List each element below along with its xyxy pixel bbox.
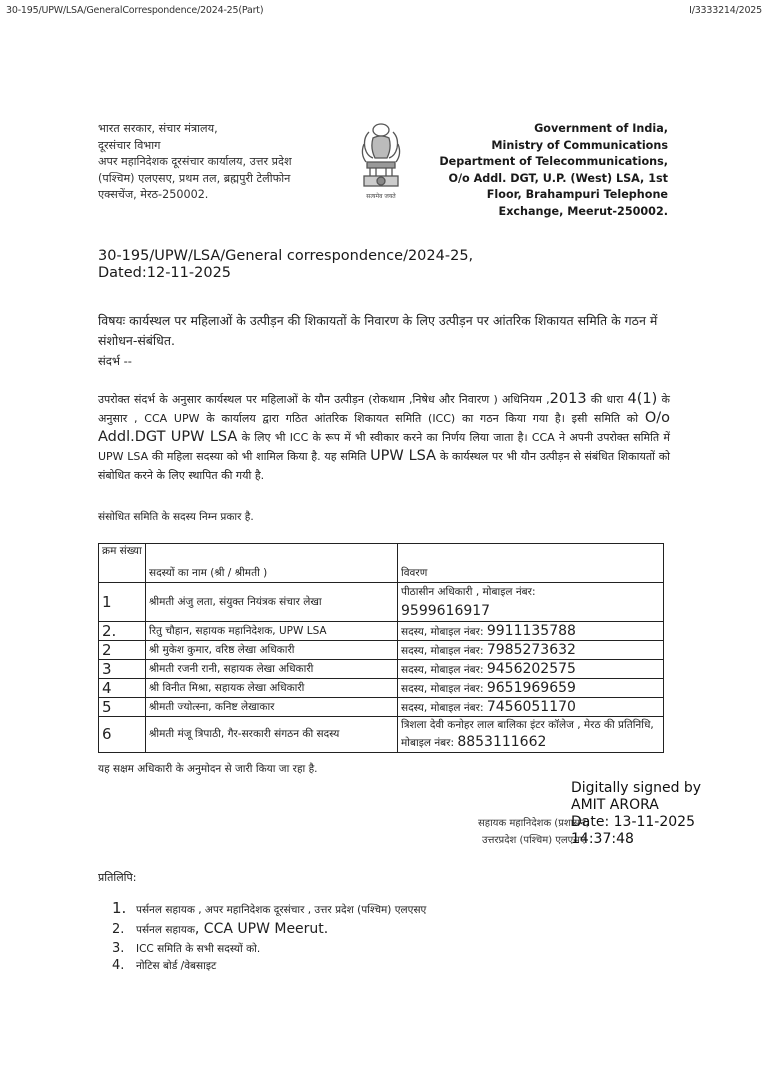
table-row [99, 622, 664, 641]
english-letterhead-line: Exchange, Meerut-250002. [498, 204, 668, 218]
letter-reference [98, 248, 473, 282]
member-role: त्रिशला देवी कनोहर लाल बालिका इंटर कॉलेज , मेरठ की प्रतिनिधि, मोबाइल नंबर: [401, 719, 654, 749]
copy-to-text: नोटिस बोर्ड /वेबसाइट [136, 960, 217, 972]
copy-to-number: 1. [112, 899, 127, 917]
approval-note: यह सक्षम अधिकारी के अनुमोदन से जारी किया जा रहा है. [98, 763, 318, 775]
hindi-letterhead-line: एक्सचेंज, मेरठ-250002. [98, 188, 209, 201]
subject-text: विषयः कार्यस्थल पर महिलाओं के उत्पीड़न की शिकायतों के निवारण के लिए उत्पीड़न पर आंतरिक शिकायत समिति के गठन में संशोधन-संबंधित. [98, 313, 658, 348]
copy-to-text-extra: , CCA UPW Meerut. [194, 921, 329, 937]
copy-to-text: पर्सनल सहायक [136, 924, 195, 936]
digital-signature-time: 14:37:48 [571, 831, 634, 847]
copy-to-text: पर्सनल सहायक , अपर महानिदेशक दूरसंचार , उत्तर प्रदेश (पश्चिम) एलएसए [136, 904, 427, 916]
emblem-motto: सत्यमेव जयते [366, 193, 396, 200]
table-row [99, 698, 664, 717]
cell-serial: 6 [99, 717, 146, 753]
hindi-letterhead [98, 121, 292, 204]
body-text: के कार्यस्थल पर भी यौन उत्पीड़न से संबंधित शिकायतों को संबोधित करने के लिए स्थापित की गयी है. [98, 450, 670, 482]
member-mobile: 7456051170 [486, 699, 576, 715]
national-emblem-icon [350, 118, 412, 202]
english-letterhead-line: O/o Addl. DGT, U.P. (West) LSA, 1st [448, 171, 668, 185]
cell-member-name: श्रीमती रजनी रानी, सहायक लेखा अधिकारी [146, 660, 398, 679]
table-row [99, 717, 664, 753]
copy-to-item [112, 940, 426, 957]
cell-serial: 5 [99, 698, 146, 717]
cell-details [398, 583, 664, 622]
english-letterhead-line: Floor, Brahampuri Telephone [486, 188, 668, 201]
member-mobile: 9651969659 [486, 680, 576, 696]
table-row [99, 679, 664, 698]
signatory-designation: सहायक महानिदेशक (प्रशासन) [478, 818, 590, 829]
table-row [99, 660, 664, 679]
english-letterhead-line: Government of India, [534, 122, 668, 135]
copy-to-list [112, 900, 426, 974]
member-role: पीठासीन अधिकारी , मोबाइल नंबर: [401, 586, 536, 598]
reference-date: Dated:12-11-2025 [98, 265, 232, 281]
member-role: सदस्य, मोबाइल नंबर: [401, 683, 487, 695]
member-mobile: 9456202575 [486, 661, 576, 677]
member-mobile: 9599616917 [401, 603, 491, 619]
cell-details [398, 679, 664, 698]
act-section: 4(1) [627, 391, 658, 407]
hindi-letterhead-line: (पश्चिम) एलएसए, प्रथम तल, ब्रह्मपुरी टेलीफोन [98, 171, 291, 185]
committee-members-table [98, 543, 664, 753]
header-details: विवरण [398, 544, 664, 583]
member-mobile: 7985273632 [486, 642, 576, 658]
english-letterhead-line: Department of Telecommunications, [439, 155, 668, 168]
header-member-name: सदस्यों का नाम (श्री / श्रीमती ) [146, 544, 398, 583]
body-text: उपरोक्त संदर्भ के अनुसार कार्यस्थल पर महिलाओं के यौन उत्पीड़न (रोकथाम ,निषेध और निवारण ) अधिनियम , [98, 393, 550, 406]
copy-to-item [112, 900, 426, 921]
digital-signature-stamp [571, 780, 701, 848]
reference-number: 30-195/UPW/LSA/General correspondence/2024-25, [98, 248, 474, 264]
signatory-office: उत्तरप्रदेश (पश्चिम) एलएसए [482, 835, 586, 846]
hindi-letterhead-line: अपर महानिदेशक दूरसंचार कार्यालय, उत्तर प्रदेश [98, 155, 292, 168]
cell-details [398, 622, 664, 641]
cell-details [398, 660, 664, 679]
act-year: 2013 [549, 391, 587, 407]
copy-to-number: 2. [112, 922, 125, 937]
cell-details [398, 641, 664, 660]
table-row [99, 641, 664, 660]
cell-member-name: रितु चौहान, सहायक महानिदेशक, UPW LSA [146, 622, 398, 641]
cell-member-name: श्री विनीत मिश्रा, सहायक लेखा अधिकारी [146, 679, 398, 698]
copy-to-item [112, 957, 426, 974]
english-letterhead-line: Ministry of Communications [491, 138, 668, 152]
table-row [99, 583, 664, 622]
cell-details [398, 698, 664, 717]
cell-member-name: श्रीमती मंजू त्रिपाठी, गैर-सरकारी संगठन की सदस्य [146, 717, 398, 753]
cell-serial: 2 [99, 641, 146, 660]
cell-serial: 3 [99, 660, 146, 679]
office-name: O/o Addl.DGT UPW LSA [98, 410, 670, 445]
cell-member-name: श्रीमती ज्योत्स्ना, कनिष्ट लेखाकार [146, 698, 398, 717]
hindi-letterhead-line: भारत सरकार, संचार मंत्रालय, [98, 122, 218, 135]
cell-serial: 2. [99, 622, 146, 641]
body-text: के अनुसार , CCA UPW के कार्यालय द्वारा गठित आंतरिक शिकायत समिति (ICC) का गठन किया गया है। इसी समिति को [98, 393, 670, 425]
cell-member-name: श्रीमती अंजु लता, संयुक्त नियंत्रक संचार लेखा [146, 583, 398, 622]
document-number-header: I/3333214/2025 [689, 5, 762, 16]
digital-signature-name: AMIT ARORA [571, 797, 659, 813]
reference-label: संदर्भ -- [98, 354, 132, 368]
members-intro: संसोधित समिति के सदस्य निम्न प्रकार है. [98, 511, 254, 523]
cell-details [398, 717, 664, 753]
member-mobile: 9911135788 [486, 623, 576, 639]
hindi-letterhead-line: दूरसंचार विभाग [98, 138, 161, 152]
digital-signature-label: Digitally signed by [571, 780, 702, 796]
cell-serial: 1 [99, 583, 146, 622]
member-role: सदस्य, मोबाइल नंबर: [401, 645, 487, 657]
subject-block [98, 311, 673, 371]
copy-to-number: 4. [112, 958, 125, 973]
member-role: सदस्य, मोबाइल नंबर: [401, 664, 487, 676]
copy-to-number: 3. [112, 941, 125, 956]
lsa-name: UPW LSA [370, 448, 437, 464]
member-role: सदस्य, मोबाइल नंबर: [401, 626, 487, 638]
english-letterhead [439, 121, 668, 220]
copy-to-title: प्रतिलिपि: [98, 871, 137, 884]
cell-member-name: श्री मुकेश कुमार, वरिष्ठ लेखा अधिकारी [146, 641, 398, 660]
copy-to-item [112, 921, 426, 940]
file-reference-header: 30-195/UPW/LSA/GeneralCorrespondence/2024-25(Part) [6, 5, 264, 16]
body-text: की धारा [586, 393, 628, 406]
digital-signature-date: Date: 13-11-2025 [571, 814, 695, 830]
cell-serial: 4 [99, 679, 146, 698]
body-text: के लिए भी ICC के रूप में भी स्वीकार करने का निर्णय लिया जाता है। CCA ने अपनी उपरोक्त समिति में UPW LSA की महिला सदस्या को भी शामिल किया है. यह समिति [98, 431, 671, 463]
header-serial: क्रम संख्‍या [99, 544, 146, 583]
member-mobile: 8853111662 [457, 734, 547, 750]
member-role: सदस्य, मोबाइल नंबर: [401, 702, 487, 714]
copy-to-text: ICC समिति के सभी सदस्यों को. [136, 943, 261, 955]
table-header-row [99, 544, 664, 583]
body-paragraph [98, 390, 670, 485]
